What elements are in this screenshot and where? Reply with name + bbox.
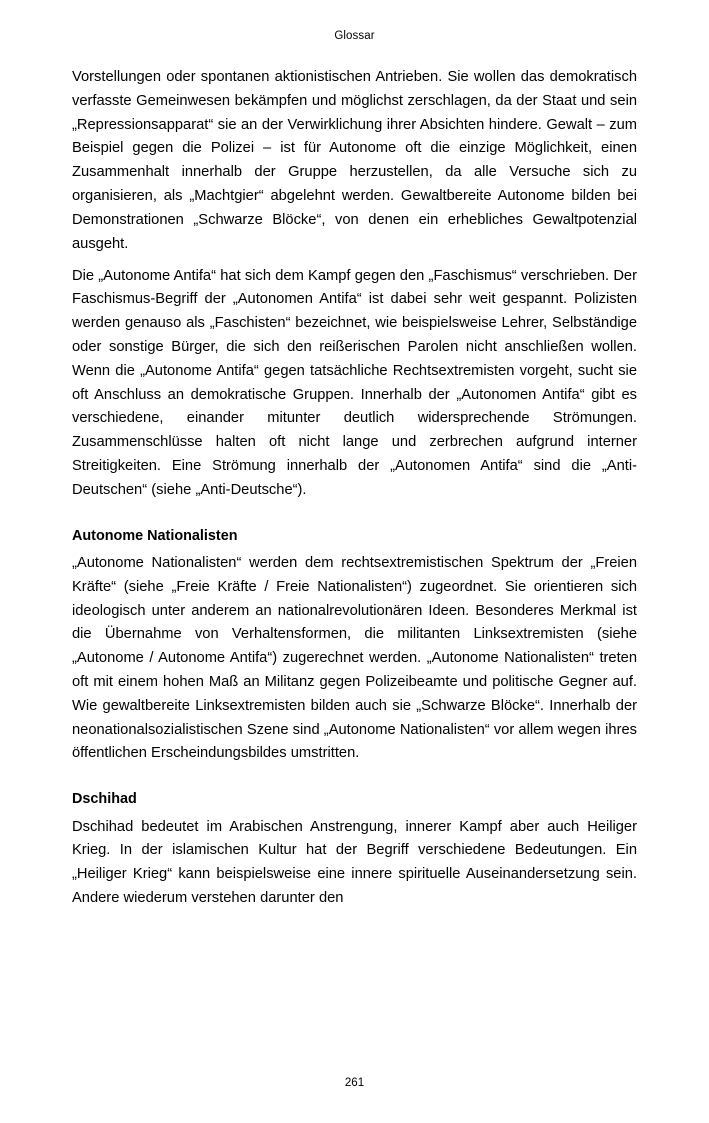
heading-dschihad: Dschihad xyxy=(72,791,137,808)
paragraph-autonome-nationalisten: „Autonome Nationalisten“ werden dem rechtsextremistischen Spektrum der „Freien Kräfte“ (siehe „Freie Kräfte / Freie Nationalisten“) zugeordnet. Sie orientieren sich ideologisch unter anderem an nationalrevolutionären Ideen. Besonderes Merkmal ist die Übernahme von Verhaltensformen, die militanten Linksextremisten (siehe „Autonome / Autonome Antifa“) zugerechnet werden. „Autonome Nationalisten“ treten oft mit einem hohen Maß an Militanz gegen Polizeibeamte und politische Gegner auf. Wie gewaltbereite Linksextremisten bilden auch sie „Schwarze Blöcke“. Innerhalb der neonationalsozialistischen Szene sind „Autonome Nationalisten“ vor allem wegen ihres öffentlichen Erscheindungsbildes umstritten. xyxy=(72,554,637,762)
paragraph-autonome-continued: Vorstellungen oder spontanen aktionistischen Antrieben. Sie wollen das demokratisch verfasste Gemeinwesen bekämpfen und möglichst zerschlagen, da der Staat und sein „Repressionsapparat“ sie an der Verwirklichung ihrer Absichten hindere. Gewalt – zum Beispiel gegen die Polizei – ist für Autonome oft die einzige Möglichkeit, einen Zusammenhalt innerhalb der Gruppe herzustellen, da alle Versuche sich zu organisieren, als „Machtgier“ abgelehnt werden. Gewaltbereite Autonome bilden bei Demonstrationen „Schwarze Blöcke“, von denen ein erhebliches Gewaltpotenzial ausgeht. xyxy=(72,69,637,252)
heading-autonome-nationalisten: Autonome Nationalisten xyxy=(72,527,238,544)
page-number: 261 xyxy=(344,1077,365,1089)
paragraph-dschihad: Dschihad bedeutet im Arabischen Anstrengung, innerer Kampf aber auch Heiliger Krieg. In der islamischen Kultur hat der Begriff verschiedene Bedeutungen. Ein „Heiliger Krieg“ kann beispielsweise eine innere spirituelle Auseinandersetzung sein. Andere wiederum verstehen darunter den xyxy=(72,818,637,907)
running-head: Glossar xyxy=(334,30,375,42)
paragraph-autonome-antifa: Die „Autonome Antifa“ hat sich dem Kampf gegen den „Faschismus“ verschrieben. Der Faschismus-Begriff der „Autonomen Antifa“ ist dabei sehr weit gespannt. Polizisten werden genauso als „Faschisten“ bezeichnet, wie beispielsweise Lehrer, Selbständige oder sonstige Bürger, die sich den reißerischen Parolen nicht anschließen wollen. Wenn die „Autonome Antifa“ gegen tatsächliche Rechtsextremisten vorgeht, sucht sie oft Anschluss an demokratische Gruppen. Innerhalb der „Autonomen Antifa“ gibt es verschiedene, einander mitunter deutlich widersprechende Strömungen. Zusammenschlüsse halten oft nicht lange und zerbrechen aufgrund interner Streitigkeiten. Eine Strömung innerhalb der „Autonomen Antifa“ sind die „Anti-Deutschen“ (siehe „Anti-Deutsche“). xyxy=(72,267,637,498)
